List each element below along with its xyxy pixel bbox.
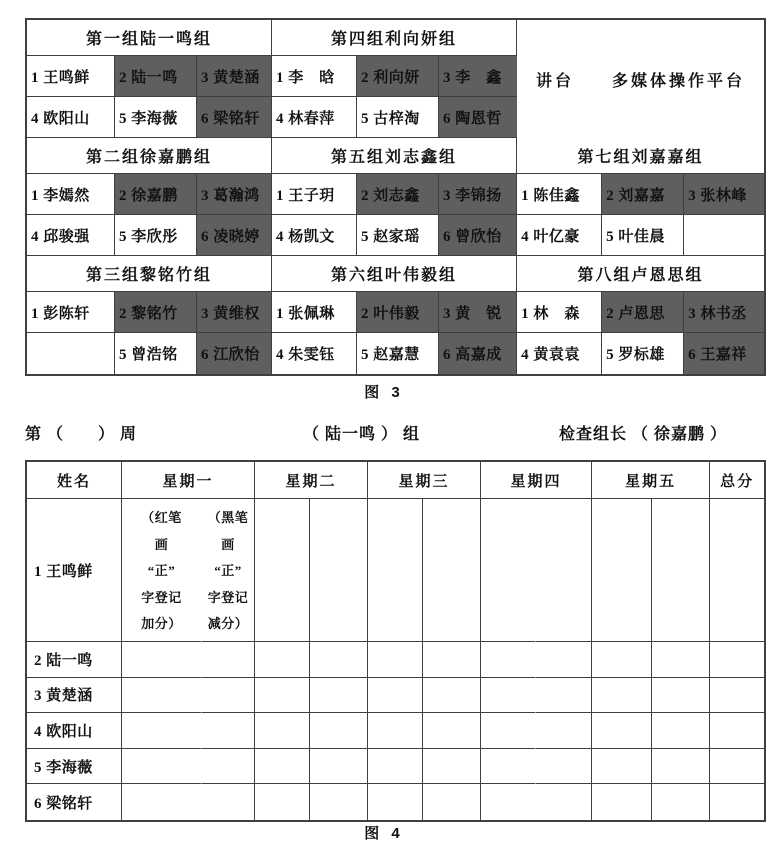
score-cell [423, 678, 481, 714]
week-header-line [25, 421, 745, 445]
total-cell [710, 749, 764, 785]
black-pen-note-cell [202, 499, 255, 642]
score-cell [202, 678, 255, 714]
score-cell [592, 749, 652, 785]
header-day: 星期一 [122, 462, 255, 499]
seat-cell: 1 王鸣鲜 [27, 56, 115, 97]
score-cell [423, 749, 481, 785]
score-cell [255, 678, 310, 714]
score-cell [481, 499, 536, 642]
seat-cell: 3 黄 锐 [439, 292, 517, 333]
score-cell [592, 713, 652, 749]
score-cell [536, 749, 592, 785]
seat-cell: 1 林 森 [517, 292, 602, 333]
seat-cell: 1 张佩琳 [272, 292, 357, 333]
total-cell [710, 642, 764, 678]
seat-cell: 5 赵家瑶 [357, 215, 439, 256]
red-pen-note-cell [122, 499, 202, 642]
total-cell [710, 499, 764, 642]
seat-cell: 2 卢恩思 [602, 292, 684, 333]
student-name-cell: 6 梁铭轩 [27, 784, 122, 820]
score-cell [423, 713, 481, 749]
score-cell [481, 642, 536, 678]
seat-cell: 3 葛瀚鸿 [197, 174, 272, 215]
black-pen-note: （黑笔 画 “正” 字登记 减分） [207, 510, 249, 631]
inspector-leader-label: 检查组长 （ 徐嘉鹏 ） [558, 426, 727, 443]
score-cell [122, 713, 202, 749]
fig3-caption: 图 3 [364, 384, 404, 401]
score-cell [202, 749, 255, 785]
student-name-cell: 4 欧阳山 [27, 713, 122, 749]
score-cell [122, 749, 202, 785]
score-cell [536, 642, 592, 678]
seat-cell: 3 黄楚涵 [197, 56, 272, 97]
seat-cell: 2 刘嘉嘉 [602, 174, 684, 215]
score-cell [368, 713, 423, 749]
seat-cell: 1 陈佳鑫 [517, 174, 602, 215]
score-cell [481, 713, 536, 749]
score-cell [202, 713, 255, 749]
score-cell [652, 713, 710, 749]
empty-seat-cell [27, 333, 115, 374]
fig4-caption: 图 4 [364, 825, 404, 842]
score-cell [536, 784, 592, 820]
seat-cell: 5 罗标雄 [602, 333, 684, 374]
seat-cell: 4 黄袁袁 [517, 333, 602, 374]
seat-cell: 3 李 鑫 [439, 56, 517, 97]
seat-cell: 5 曾浩铭 [115, 333, 197, 374]
seating-chart-table [25, 18, 766, 376]
group-title: 第六组叶伟毅组 [272, 256, 517, 292]
group-title: 第一组陆一鸣组 [27, 20, 272, 56]
empty-seat-cell [684, 215, 764, 256]
seat-cell: 6 凌晓婷 [197, 215, 272, 256]
seat-cell: 6 曾欣怡 [439, 215, 517, 256]
student-name-cell: 2 陆一鸣 [27, 642, 122, 678]
seat-cell: 2 徐嘉鹏 [115, 174, 197, 215]
score-cell [122, 642, 202, 678]
seat-cell: 4 林春萍 [272, 97, 357, 138]
header-day: 星期五 [592, 462, 710, 499]
score-cell [481, 749, 536, 785]
seat-cell: 6 梁铭轩 [197, 97, 272, 138]
seat-cell: 1 王子玥 [272, 174, 357, 215]
seat-cell: 4 邱骏强 [27, 215, 115, 256]
total-cell [710, 784, 764, 820]
score-cell [310, 784, 368, 820]
seat-cell: 4 杨凯文 [272, 215, 357, 256]
score-cell [202, 784, 255, 820]
seat-cell: 5 叶佳晨 [602, 215, 684, 256]
header-day: 星期二 [255, 462, 368, 499]
score-cell [652, 784, 710, 820]
total-cell [710, 713, 764, 749]
seat-cell: 1 李 晗 [272, 56, 357, 97]
group-title: 第七组刘嘉嘉组 [517, 138, 764, 174]
seat-cell: 2 叶伟毅 [357, 292, 439, 333]
group-title: 第八组卢恩思组 [517, 256, 764, 292]
seat-cell: 6 江欣怡 [197, 333, 272, 374]
score-cell [368, 784, 423, 820]
student-name-cell: 5 李海薇 [27, 749, 122, 785]
student-name-cell: 1 王鸣鲜 [27, 499, 122, 642]
score-cell [592, 499, 652, 642]
score-cell [423, 642, 481, 678]
group-name-label: （ 陆一鸣 ） 组 [303, 426, 421, 443]
score-cell [310, 749, 368, 785]
student-name-cell: 3 黄楚涵 [27, 678, 122, 714]
seat-cell: 3 李锦扬 [439, 174, 517, 215]
seat-cell: 4 欧阳山 [27, 97, 115, 138]
seat-cell: 2 利向妍 [357, 56, 439, 97]
header-day: 星期四 [481, 462, 592, 499]
score-cell [255, 499, 310, 642]
score-cell [536, 678, 592, 714]
score-cell [652, 678, 710, 714]
score-cell [255, 749, 310, 785]
seat-cell: 5 赵嘉慧 [357, 333, 439, 374]
score-cell [652, 749, 710, 785]
seat-cell: 1 彭陈轩 [27, 292, 115, 333]
score-cell [310, 678, 368, 714]
score-cell [122, 784, 202, 820]
seat-cell: 6 高嘉成 [439, 333, 517, 374]
score-cell [423, 784, 481, 820]
group-title: 第四组利向妍组 [272, 20, 517, 56]
seat-cell: 5 古梓淘 [357, 97, 439, 138]
score-cell [122, 678, 202, 714]
score-cell [368, 678, 423, 714]
score-cell [536, 499, 592, 642]
seat-cell: 3 张林峰 [684, 174, 764, 215]
seat-cell: 4 叶亿豪 [517, 215, 602, 256]
weekly-score-table [25, 460, 766, 822]
seat-cell: 3 黄维权 [197, 292, 272, 333]
score-cell [652, 642, 710, 678]
score-cell [255, 642, 310, 678]
score-cell [592, 678, 652, 714]
score-cell [310, 499, 368, 642]
score-cell [481, 678, 536, 714]
seat-cell: 2 刘志鑫 [357, 174, 439, 215]
score-cell [423, 499, 481, 642]
score-cell [255, 713, 310, 749]
score-cell [368, 749, 423, 785]
seat-cell: 1 李嫣然 [27, 174, 115, 215]
score-cell [536, 713, 592, 749]
header-total: 总分 [710, 462, 764, 499]
red-pen-note: （红笔 画 “正” 字登记 加分） [141, 510, 182, 631]
seat-cell: 2 黎铭竹 [115, 292, 197, 333]
score-cell [310, 642, 368, 678]
group-title: 第二组徐嘉鹏组 [27, 138, 272, 174]
week-number-blank: 第 （ ） 周 [25, 426, 138, 443]
header-name: 姓名 [27, 462, 122, 499]
seat-cell: 5 李海薇 [115, 97, 197, 138]
podium-cell: 讲台 多媒体操作平台 [536, 72, 746, 90]
score-cell [481, 784, 536, 820]
score-cell [592, 784, 652, 820]
seat-cell: 6 陶恩哲 [439, 97, 517, 138]
score-cell [368, 499, 423, 642]
group-title: 第三组黎铭竹组 [27, 256, 272, 292]
score-cell [255, 784, 310, 820]
score-cell [202, 642, 255, 678]
score-cell [368, 642, 423, 678]
group-title: 第五组刘志鑫组 [272, 138, 517, 174]
score-cell [652, 499, 710, 642]
seat-cell: 5 李欣彤 [115, 215, 197, 256]
score-cell [592, 642, 652, 678]
total-cell [710, 678, 764, 714]
seat-cell: 2 陆一鸣 [115, 56, 197, 97]
seat-cell: 4 朱雯钰 [272, 333, 357, 374]
header-day: 星期三 [368, 462, 481, 499]
seat-cell: 3 林书丞 [684, 292, 764, 333]
seat-cell: 6 王嘉祥 [684, 333, 764, 374]
score-cell [310, 713, 368, 749]
